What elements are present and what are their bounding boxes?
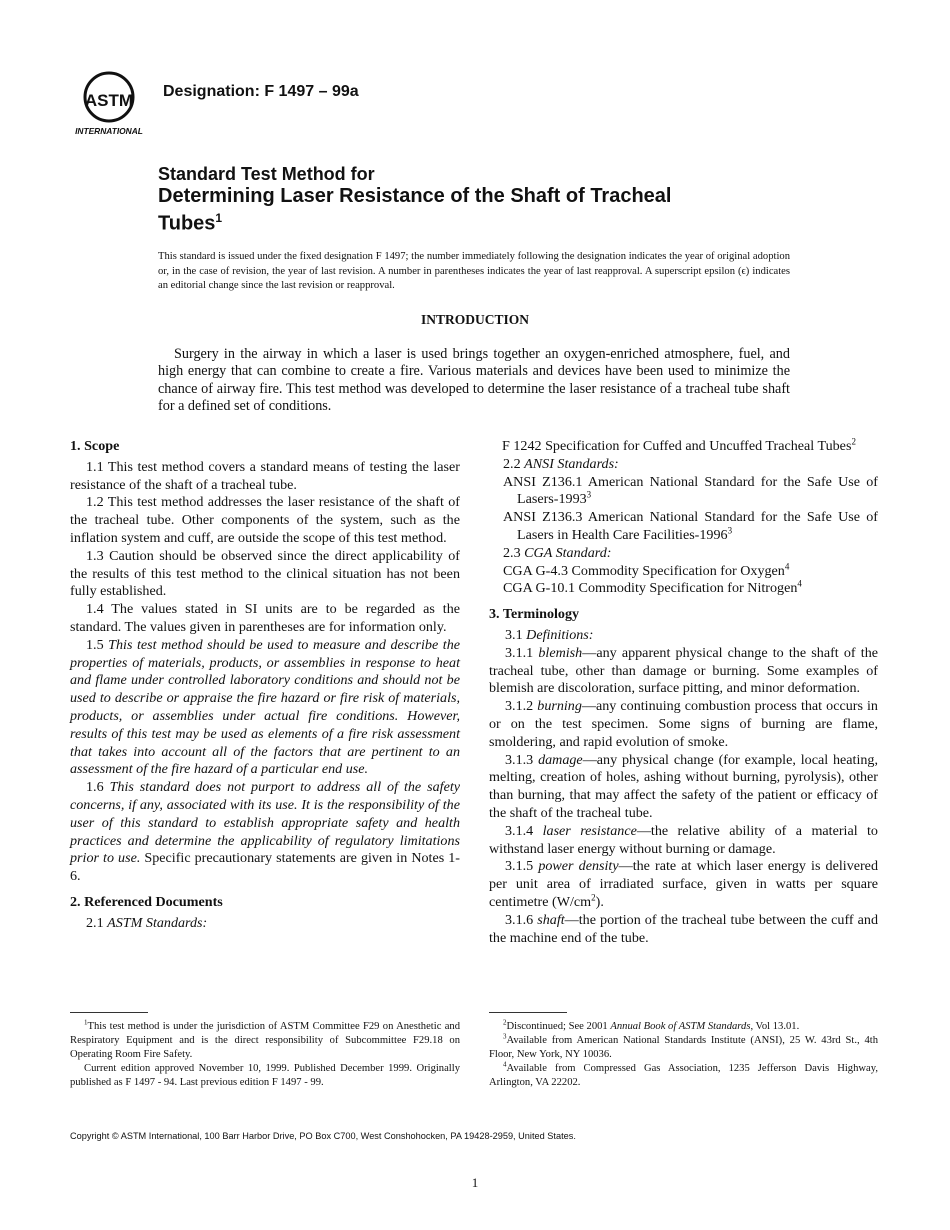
title-line-1: Standard Test Method for	[158, 164, 375, 184]
ref-f1242	[489, 438, 878, 456]
para-2-1-text: ASTM Standards:	[107, 914, 208, 931]
document-title	[158, 163, 878, 235]
def-5-text: —the rate at which laser energy is delivered per unit area of irradiated surface, given in watts per square centimetre (W/cm	[489, 858, 878, 910]
footnote-2-mark: 2	[503, 1018, 507, 1027]
ref-cga-g-4-3-fn: 4	[784, 560, 790, 571]
para-2-1	[70, 915, 460, 933]
terminology-heading: 3. Terminology	[489, 606, 580, 623]
footnote-1	[70, 1020, 460, 1062]
para-1-5	[70, 637, 460, 779]
footnote-2-italic: Annual Book of ASTM Standards	[610, 1021, 751, 1032]
left-column	[70, 438, 460, 933]
def-5-sup: 2	[591, 892, 596, 903]
right-column	[489, 438, 878, 947]
ref-cga-g-4-3	[489, 560, 878, 581]
footnote-3	[489, 1034, 878, 1062]
ref-ansi-z136-1-text: ANSI Z136.1 American National Standard for the Safe Use of Lasers-1993	[503, 473, 878, 508]
def-5-num: 3.1.5	[505, 858, 539, 875]
def-4-text: —the relative ability of a material to withstand laser energy without burning or damage.	[489, 822, 878, 857]
para-2-3-text: CGA Standard:	[524, 544, 612, 561]
footnote-1-text: This test method is under the jurisdiction of ASTM Committee F29 on Anesthetic and Respiratory Equipment and is the direct responsibility of Subcommittee F29.18 on Operating Room Fire Safety.	[70, 1021, 460, 1060]
footnote-1-mark: 1	[84, 1018, 88, 1027]
ref-f1242-fn: 2	[851, 436, 856, 447]
para-1-6-num: 1.6	[86, 779, 110, 796]
para-3-1-text: Definitions:	[526, 626, 594, 643]
definition-power-density	[489, 858, 878, 911]
footnote-rule-left	[70, 1012, 148, 1013]
title-line-3-text: Tubes	[158, 212, 216, 235]
para-2-2-num: 2.2	[503, 455, 525, 472]
copyright-line: Copyright © ASTM International, 100 Barr Harbor Drive, PO Box C700, West Conshohocken, PA 19428-2959, United States.	[70, 1131, 576, 1141]
para-2-3	[489, 545, 878, 563]
footnote-1-edition: Current edition approved November 10, 1999. Published December 1999. Originally published as F 1497 - 94. Last previous edition F 1497 - 99.	[70, 1063, 460, 1088]
footnotes-right	[489, 1020, 878, 1090]
introduction-text: Surgery in the airway in which a laser is used brings together an oxygen-enriched atmosphere, fuel, and high energy that can combine to create a fire. Various materials and devices have been used to minimize the chance of airway fire. This test method was developed to determine the laser resistance of a tracheal tube shaft for a defined set of conditions.	[158, 346, 790, 415]
ref-cga-g-10-1	[489, 580, 878, 598]
footnote-4-text: Available from Compressed Gas Association, 1235 Jefferson Davis Highway, Arlington, VA 22202.	[489, 1063, 878, 1088]
def-4-term: laser resistance	[542, 822, 637, 839]
definition-laser-resistance	[489, 823, 878, 859]
definition-burning	[489, 698, 878, 751]
para-1-3: 1.3 Caution should be observed since the direct applicability of the results of this test method to the clinical situation has not been fully established.	[70, 547, 460, 600]
footnote-2	[489, 1020, 878, 1034]
def-5-term: power density	[538, 858, 619, 875]
para-2-1-num: 2.1	[86, 914, 108, 931]
ref-cga-g-10-1-text: CGA G-10.1 Commodity Specification for Nitrogen	[503, 580, 798, 597]
def-6-text: —the portion of the tracheal tube between the cuff and the machine end of the tube.	[489, 911, 878, 946]
para-3-1-num: 3.1	[505, 626, 527, 643]
ref-ansi-z136-3-text: ANSI Z136.3 American National Standard for the Safe Use of Lasers in Health Care Facilities-1996	[503, 509, 878, 543]
footnote-rule-right	[489, 1012, 567, 1013]
scope-heading: 1. Scope	[70, 438, 120, 454]
title-line-2: Determining Laser Resistance of the Shaft of Tracheal	[158, 185, 672, 207]
logo-subtitle: INTERNATIONAL	[75, 126, 143, 136]
astm-logo	[68, 70, 150, 138]
logo-letters: ASTM	[84, 91, 134, 110]
ref-cga-g-10-1-fn: 4	[797, 578, 802, 589]
footnote-2-a: Discontinued; See 2001	[506, 1021, 611, 1032]
def-1-num: 3.1.1	[505, 644, 539, 661]
ref-ansi-z136-3-fn: 3	[727, 525, 733, 536]
definition-blemish	[489, 645, 878, 698]
def-6-num: 3.1.6	[505, 911, 538, 928]
def-2-text: —any continuing combustion process that occurs in or on the test specimen. Some signs of burning are flame, smoldering, and rapid evolution of smoke.	[489, 698, 878, 750]
footnote-2-b: , Vol 13.01.	[750, 1021, 800, 1032]
def-5-end: ).	[595, 893, 604, 910]
def-6-term: shaft	[537, 911, 565, 928]
para-3-1	[489, 627, 878, 645]
para-1-6-rest: Specific precautionary statements are given in Notes 1-6.	[70, 850, 460, 885]
def-2-num: 3.1.2	[505, 698, 538, 715]
para-1-2: 1.2 This test method addresses the laser resistance of the shaft of the tracheal tube. Other components of the system, such as the inflation system and cuff, are outside the scope of this test method.	[70, 494, 460, 546]
para-1-4: 1.4 The values stated in SI units are to be regarded as the standard. The values given in parentheses are for information only.	[70, 601, 460, 635]
page-number: 1	[471, 1175, 479, 1190]
def-2-term: burning	[537, 698, 582, 715]
para-1-1: 1.1 This test method covers a standard means of testing the laser resistance of the shaft of a tracheal tube.	[70, 458, 460, 493]
astm-logo-graphic	[68, 70, 150, 138]
def-1-text: —any apparent physical change to the shaft of the tracheal tube, other than damage or burning. Some examples of blemish are discoloration, surface pitting, and minor deformation.	[489, 644, 878, 697]
para-1-5-num: 1.5	[86, 636, 109, 653]
footnote-3-text: Available from American National Standards Institute (ANSI), 25 W. 43rd St., 4th Floor, New York, NY 10036.	[489, 1035, 878, 1060]
definition-shaft	[489, 912, 878, 948]
ref-f1242-text: F 1242 Specification for Cuffed and Uncuffed Tracheal Tubes	[502, 438, 852, 454]
title-footnote-mark: 1	[215, 211, 223, 225]
def-3-text: —any physical change (for example, local heating, melting, creation of holes, ashing without burning, pyrolysis), other than burning, that may affect the safety of the patient or efficacy of the shaft of the tracheal tube.	[489, 751, 878, 821]
title-line-3	[158, 207, 878, 235]
def-4-num: 3.1.4	[505, 822, 543, 839]
footnote-3-mark: 3	[503, 1032, 507, 1041]
designation: Designation: F 1497 – 99a	[163, 83, 359, 100]
para-1-6	[70, 779, 460, 886]
def-3-num: 3.1.3	[505, 751, 539, 768]
footnote-4	[489, 1062, 878, 1090]
para-2-2-text: ANSI Standards:	[524, 455, 619, 472]
introduction-heading: INTRODUCTION	[420, 312, 529, 327]
para-1-6-italic: This standard does not purport to address all of the safety concerns, if any, associated with its use. It is the responsibility of the user of this standard to establish appropriate safety and health practices and determine the applicability of regulatory limitations prior to use.	[70, 779, 460, 867]
para-1-5-text: This test method should be used to measure and describe the properties of materials, products, or assemblies in response to heat and flame under controlled laboratory conditions and should not be used to describe or appraise the fire hazard or fire risk of materials, products, or assemblies under actual fire conditions. However, results of this test may be used as elements of a fire risk assessment that takes into account all of the factors that are pertinent to an assessment of the fire hazard of a particular end use.	[70, 636, 461, 778]
para-2-3-num: 2.3	[503, 544, 525, 561]
ref-cga-g-4-3-text: CGA G-4.3 Commodity Specification for Oxygen	[503, 562, 785, 579]
standard-notice: This standard is issued under the fixed designation F 1497; the number immediately following the designation indicates the year of original adoption or, in the case of revision, the year of last revision. A number in parentheses indicates the year of last reapproval. A superscript epsilon (ϵ) indicates an editorial change since the last revision or reapproval.	[158, 251, 790, 291]
footnote-4-mark: 4	[503, 1060, 507, 1069]
footnotes-left	[70, 1020, 460, 1090]
ref-ansi-z136-1	[489, 474, 878, 510]
def-1-term: blemish	[538, 644, 583, 661]
def-3-term: damage	[538, 751, 583, 768]
para-2-2	[489, 456, 878, 474]
referenced-documents-heading: 2. Referenced Documents	[70, 893, 223, 910]
definition-damage	[489, 752, 878, 823]
ref-ansi-z136-1-fn: 3	[586, 489, 592, 500]
ref-ansi-z136-3	[489, 509, 878, 545]
